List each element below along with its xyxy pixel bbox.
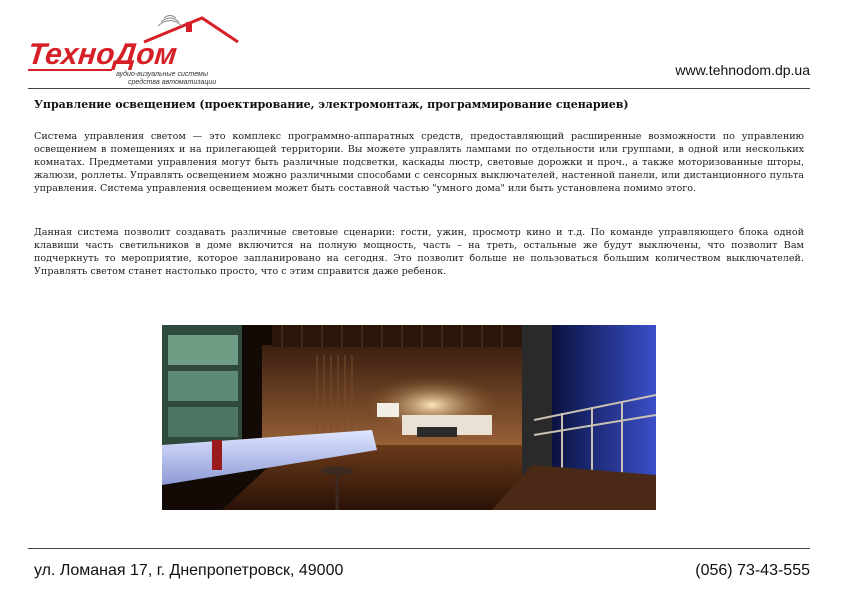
article-title: Управление освещением (проектирование, электромонтаж, программирование сценариев) [34,98,629,111]
website-link[interactable]: www.tehnodom.dp.ua [675,62,810,78]
footer-address: ул. Ломаная 17, г. Днепропетровск, 49000 [34,562,344,579]
article-paragraph-2: Данная система позволит создавать различные световые сценарии: гости, ужин, просмотр кино и т.д. По команде управляющего блока одной клавиши часть светильников в доме включится на полную мощность, часть – на треть, остальные же будут выключены, что позволит Вам подчеркнуть то мероприятие, которое запланировано на сегодня. Это позволит больше не пользоваться большим количеством выключателей. Управлять светом станет настолько просто, что с этим справится даже ребенок. [34,227,804,277]
logo-tagline-1: аудио-визуальные системы [116,71,208,78]
footer-phone[interactable]: (056) 73-43-555 [695,562,810,579]
company-logo [24,12,239,84]
footer-divider [28,548,810,549]
header-divider [28,88,810,89]
interior-lighting-photo [162,325,656,510]
article-paragraph-1: Система управления светом — это комплекс программно-аппаратных средств, предоставляющий расширенные возможности по управлению освещением в помещениях и на прилегающей территории. Вы можете управлять лампами по отдельности или группами, в одной или нескольких комнатах. Предметами управления могут быть различные подсветки, каскады люстр, световые дорожки и проч., а также моторизованные шторы, жалюзи, роллеты. Управлять освещением можно различными способами с сенсорных выключателей, настенной панели, или дистанционного пульта управления. Система управления освещением может быть составной частью "умного дома" или быть установлена помимо этого. [34,131,804,194]
logo-wordmark: ТехноДом [26,38,179,71]
logo-tagline-2: средства автоматизации [128,79,217,86]
